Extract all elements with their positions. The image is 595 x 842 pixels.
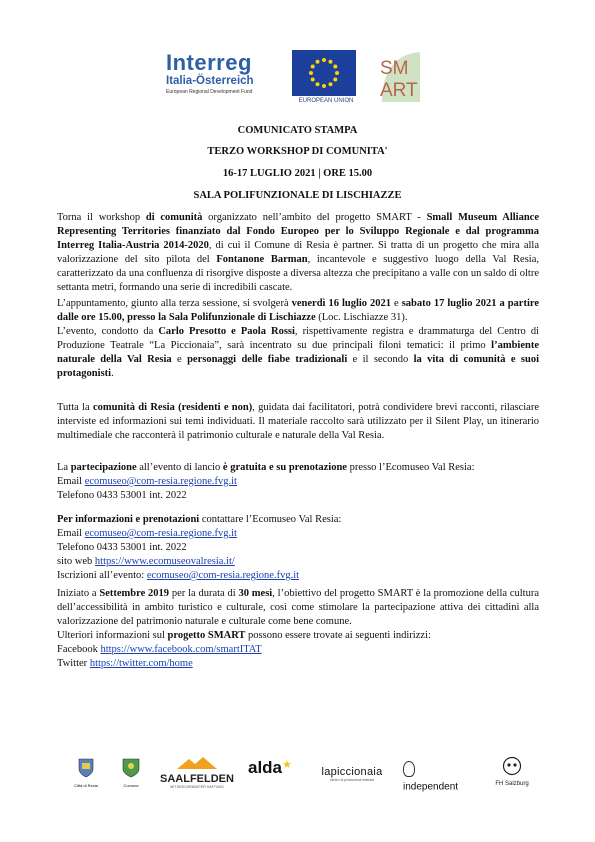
paragraph-intro: Torna il workshop di comunità organizzato nell’ambito del progetto SMART - Small Museum Alliance Representing Territories finanziato dal Fondo Europeo per lo Sviluppo Regionale e dal programma Interreg Italia-Austria 2014-2020, di cui il Comune di Resia è partner. Si tratta di un progetto che mira alla valorizzazione del sito pilota del Fontanone Barman, incantevole e suggestivo luogo della Val Resia, caratterizzato da una confluenza di risorgive disposte a diversa altezza che precipitano a valle con un saldo di oltre settanta metri, formando una serie di incredibili cascate. [57,212,539,293]
title-press-release: COMUNICATO STAMPA [237,125,358,136]
paragraph-appointment: L’appuntamento, giunto alla terza sessione, si svolgerà venerdì 16 luglio 2021 e sabato 17 luglio 2021 a partire dalle ore 15.00, presso la Sala Polifunzionale di Lischiazze (Loc. Lischiazze 31). [57,298,539,323]
email-link[interactable]: ecomuseo@com-resia.regione.fvg.it [84,476,237,487]
comune-crest-logo: Comune [118,758,144,788]
eu-logo [292,50,360,104]
twitter-link[interactable]: https://twitter.com/home [89,658,193,669]
svg-text:SM: SM [380,58,409,79]
eu-caption: EUROPEAN UNION [298,98,354,104]
interreg-title: Interreg [166,50,252,75]
saalfelden-logo: SAALFELDEN MIT BESCHRÄNKTER HAFTUNG [158,756,236,789]
facebook-link[interactable]: https://www.facebook.com/smartITAT [100,644,262,655]
interreg-subtitle: Italia-Österreich [166,75,254,87]
lapiccionaia-logo: lapiccionaia centro di produzione teatrale [321,766,383,782]
website-link[interactable]: https://www.ecomuseovalresia.it/ [94,556,235,567]
eu-flag-icon [292,50,356,96]
paragraph-participation: La partecipazione all’evento di lancio è gratuita e su prenotazione presso l’Ecomuseo Val Resia: Email ecomuseo@com-resia.regione.fvg.it Telefono 0433 53001 int. 2022 [57,462,475,501]
title-venue: SALA POLIFUNZIONALE DI LISCHIAZZE [193,190,402,201]
interreg-fund: European Regional Development Fund [166,89,253,95]
registration-email-link[interactable]: ecomuseo@com-resia.regione.fvg.it [146,570,300,581]
independent-logo: independent [403,760,473,796]
interreg-logo [166,52,286,96]
email-link[interactable]: ecomuseo@com-resia.regione.fvg.it [84,528,237,539]
paragraph-info: Per informazioni e prenotazioni contattare l’Ecomuseo Val Resia: Email ecomuseo@com-resia.regione.fvg.it Telefono 0433 53001 int. 2022 sito web https://www.ecomuseovalresia.it/ Iscrizioni all’evento: ecomuseo@com-resia.regione.fvg.it [57,514,342,581]
resia-crest-logo: Città di Resia [74,758,98,788]
title-workshop: TERZO WORKSHOP DI COMUNITA' [207,146,388,157]
paragraph-community: Tutta la comunità di Resia (residenti e non), guidata dai facilitatori, potrà condividere brevi racconti, rilasciare interviste ed informazioni sui temi individuati. Il materiale raccolto sarà utilizzato per il Silent Play, un itinerario multimediale che racconterà il patrimonio culturale e naturale della Val Resia. [57,402,539,441]
alda-logo: alda★ [248,758,292,777]
header-logos [0,44,595,110]
paragraph-event: L’evento, condotto da Carlo Presotto e Paola Rossi, rispettivamente registra e drammaturga del Centro di Produzione Teatrale “La Piccionaia”, sarà incentrato su due principali filoni tematici: il primo l’ambiente naturale della Val Resia e personaggi delle fiabe tradizionali e il secondo la vita di comunità e suoi protagonisti. [57,326,540,379]
fh-salzburg-logo: FH Salzburg [494,756,530,787]
footer-logos [0,756,595,796]
svg-text:ART: ART [380,80,418,101]
smart-logo [376,50,424,104]
paragraph-project: Iniziato a Settembre 2019 per la durata di 30 mesi, l’obiettivo del progetto SMART è la promozione della cultura dell’accessibilità in ambito turistico e culturale, così come stimolare la partecipazione attiva dei cittadini alla valorizzazione del patrimonio naturale e culturale come bene comune. Ulteriori informazioni sul progetto SMART possono essere trovate ai seguenti indirizzi: Facebook https://www.facebook.com/smartITAT Twitter https://twitter.com/home [57,588,539,669]
title-date: 16-17 LUGLIO 2021 | ORE 15.00 [222,168,373,179]
